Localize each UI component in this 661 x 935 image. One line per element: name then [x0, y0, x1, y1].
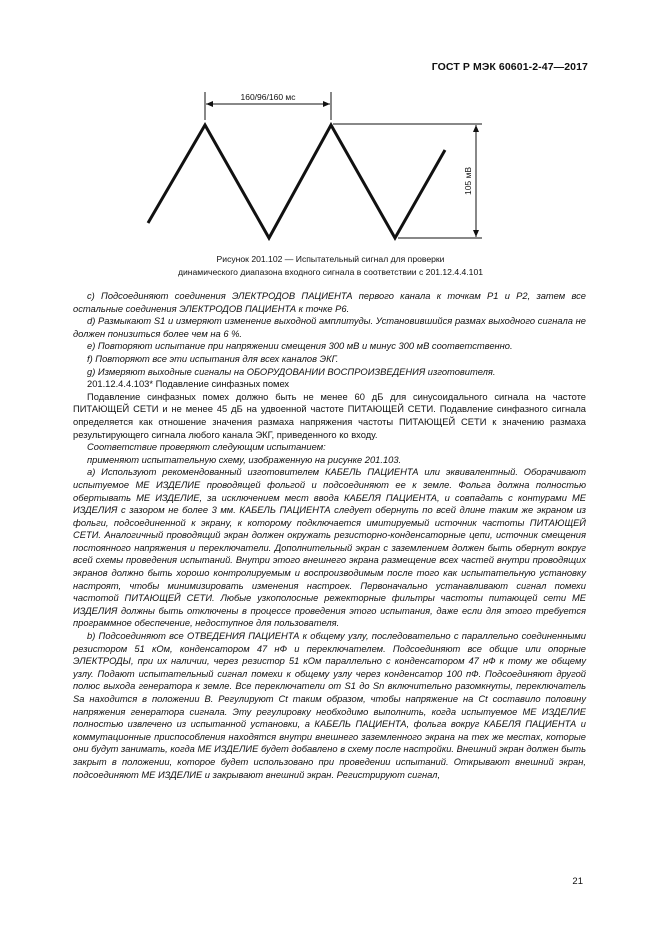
triangle-waveform — [148, 125, 445, 238]
caption-line: Рисунок 201.102 — Испытательный сигнал для проверки — [216, 254, 445, 264]
paragraph: e) Повторяют испытание при напряжении смещения 300 мВ и минус 300 мВ соответственно. — [87, 341, 513, 352]
paragraph: b) Подсоединяют все ОТВЕДЕНИЯ ПАЦИЕНТА к общему узлу, последовательно с параллельно соединенными резистором 51 кОм, конденсатором 47 нФ и переключателем. Подсоединяют все общие или опорные ЭЛЕКТРОДЫ, при их наличии, через резистор 51 кОм параллельно с конденсатором 47 нФ к тому же общему узлу. Подают испытательный сигнал помехи к общему узлу через конденсатор 100 пФ. Подсоединяют другой полюс выхода генератора к земле. Все переключатели от S1 до Sn включительно разомкнуты, переключатель Sa находится в положении B. Регулируют Ct таким образом, чтобы напряжение на Ct составило половину напряжения генератора сигнала. Эту регулировку необходимо выполнить, когда испытуемое МЕ ИЗДЕЛИЕ полностью извлечено из испытанной установки, а КАБЕЛЬ ПАЦИЕНТА, фольга вокруг КАБЕЛЯ ПАЦИЕНТА и коммутационные приспособления находятся внутри внешнего заземленного экрана на тех же местах, которые они будут занимать, когда МЕ ИЗДЕЛИЕ будет добавлено в схему после настройки. Внешний экран должен быть закрыт в положении, которое будет использовано при проведении испытаний. Открывают внешний экран, подсоединяют МЕ ИЗДЕЛИЕ и закрывают внешний экран. Регистрируют сигнал, — [73, 631, 586, 780]
paragraph: c) Подсоединяют соединения ЭЛЕКТРОДОВ ПАЦИЕНТА первого канала к точкам P1 и P2, затем все остальные соединения ЭЛЕКТРОДОВ ПАЦИЕНТА к точке P6. — [73, 291, 586, 314]
dim-arrow-down — [473, 230, 479, 237]
dim-arrow-left — [206, 101, 213, 107]
page-number: 21 — [572, 876, 583, 887]
triangle-wave-diagram — [0, 80, 661, 255]
body-text — [73, 290, 586, 781]
caption-line: динамического диапазона входного сигнала в соответствии с 201.12.4.4.101 — [177, 267, 484, 277]
paragraph: 201.12.4.4.103* Подавление синфазных помех — [87, 379, 290, 390]
dim-label-top: 160/96/160 мс — [240, 92, 296, 102]
dim-arrow-up — [473, 125, 479, 132]
document-header: ГОСТ Р МЭК 60601-2-47—2017 — [431, 61, 588, 73]
paragraph: применяют испытательную схему, изображенную на рисунке 201.103. — [87, 454, 402, 465]
dim-label-right: 105 мВ — [463, 166, 473, 196]
paragraph: g) Измеряют выходные сигналы на ОБОРУДОВАНИИ ВОСПРОИЗВЕДЕНИЯ изготовителя. — [87, 366, 496, 377]
paragraph: a) Используют рекомендованный изготовителем КАБЕЛЬ ПАЦИЕНТА или эквивалентный. Оборачивают испытуемое МЕ ИЗДЕЛИЕ проводящей фольгой и подсоединяют ее к земле. Фольга должна полностью обертывать МЕ ИЗДЕЛИЕ, за исключением мест ввода КАБЕЛЯ ПАЦИЕНТА, и совпадать с контурами МЕ ИЗДЕЛИЯ с зазором не более 3 мм. КАБЕЛЬ ПАЦИЕНТА следует обернуть по всей длине таким же экраном из фольги, подсоединенной к экрану, к которому подключается имитируемый источник частоты ПИТАЮЩЕЙ СЕТИ. Аналогичный проводящий экран должен окружать резисторно-конденсаторные цепи, источник смещения постоянного напряжения и переключатели. Дополнительный экран с заземлением должен быть обернут вокруг всей схемы проведения испытаний. Внутри этого внешнего экрана размещение всех частей внутри проводящих экранов должно быть хорошо контролируемым и воспроизводимым после того как испытательную установку настроят, чтобы минимизировать изменения настроек. Первоначально устанавливают сигнал помехи частотой ПИТАЮЩЕЙ СЕТИ. Любые узкополосные режекторные фильтры частоты питающей сети МЕ ИЗДЕЛИЯ должны быть отключены в процессе проведения этого испытания, даже если для этого требуется программное обеспечение, недоступное для пользователя. — [73, 467, 586, 629]
test-signal-figure — [0, 80, 661, 255]
paragraph: Соответствие проверяют следующим испытанием: — [87, 442, 326, 453]
paragraph: d) Размыкают S1 и измеряют изменение выходной амплитуды. Установившийся размах выходного сигнала не должен понизиться более чем на 6 %. — [73, 316, 586, 339]
figure-caption — [0, 253, 661, 279]
dim-arrow-right — [323, 101, 330, 107]
paragraph: f) Повторяют все эти испытания для всех каналов ЭКГ. — [87, 353, 339, 364]
paragraph: Подавление синфазных помех должно быть не менее 60 дБ для синусоидального сигнала на частоте ПИТАЮЩЕЙ СЕТИ и не менее 45 дБ на удвоенной частоте ПИТАЮЩЕЙ СЕТИ. Подавление синфазного сигнала определяется как отношение значения размаха напряжения частоты ПИТАЮЩЕЙ СЕТИ к значению размаха результирующего сигнала любого канала ЭКГ, приведенного ко входу. — [73, 391, 586, 440]
